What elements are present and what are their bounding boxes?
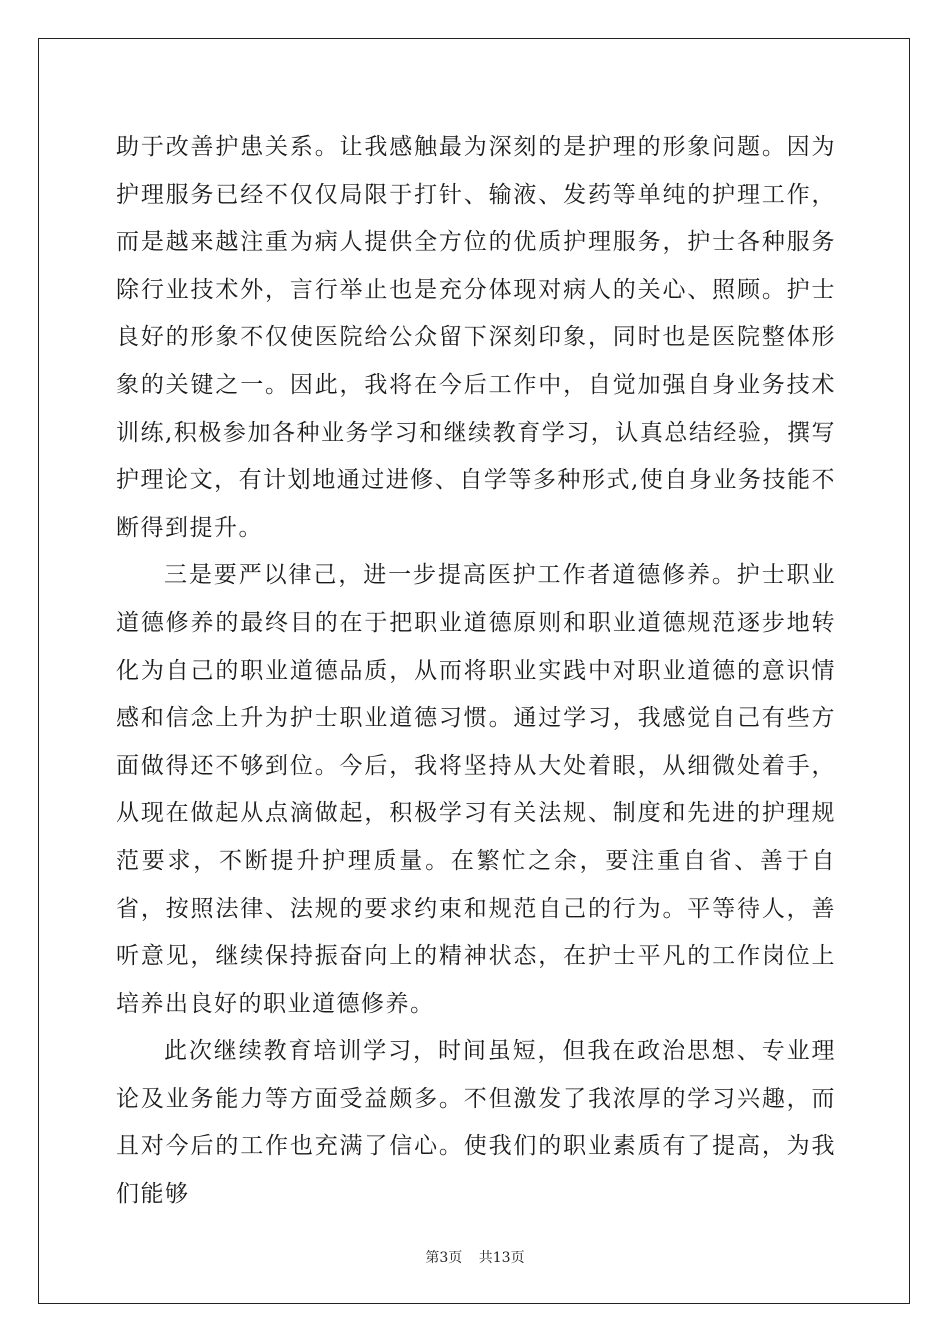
page-number: 第3页 <box>425 1250 463 1266</box>
paragraph-1: 助于改善护患关系。让我感触最为深刻的是护理的形象问题。因为护理服务已经不仅仅局限于打针、输液、发药等单纯的护理工作，而是越来越注重为病人提供全方位的优质护理服务，护士各种服务除行业技术外，言行举止也是充分体现对病人的关心、照顾。护士良好的形象不仅使医院给公众留下深刻印象，同时也是医院整体形象的关键之一。因此，我将在今后工作中，自觉加强自身业务技术训练,积极参加各种业务学习和继续教育学习，认真总结经验，撰写护理论文，有计划地通过进修、自学等多种形式,使自身业务技能不断得到提升。 <box>116 134 836 541</box>
page-footer <box>0 1247 950 1267</box>
paragraph-2: 三是要严以律己，进一步提高医护工作者道德修养。护士职业道德修养的最终目的在于把职业道德原则和职业道德规范逐步地转化为自己的职业道德品质，从而将职业实践中对职业道德的意识情感和信念上升为护士职业道德习惯。通过学习，我感觉自己有些方面做得还不够到位。今后，我将坚持从大处着眼，从细微处着手，从现在做起从点滴做起，积极学习有关法规、制度和先进的护理规范要求，不断提升护理质量。在繁忙之余，要注重自省、善于自省，按照法律、法规的要求约束和规范自己的行为。平等待人，善听意见，继续保持振奋向上的精神状态，在护士平凡的工作岗位上培养出良好的职业道德修养。 <box>116 562 836 1017</box>
page-total: 共13页 <box>478 1250 525 1266</box>
paragraph-3: 此次继续教育培训学习，时间虽短，但我在政治思想、专业理论及业务能力等方面受益颇多。不但激发了我浓厚的学习兴趣，而且对今后的工作也充满了信心。使我们的职业素质有了提高，为我们能够 <box>116 1038 836 1208</box>
document-body <box>116 124 836 1219</box>
